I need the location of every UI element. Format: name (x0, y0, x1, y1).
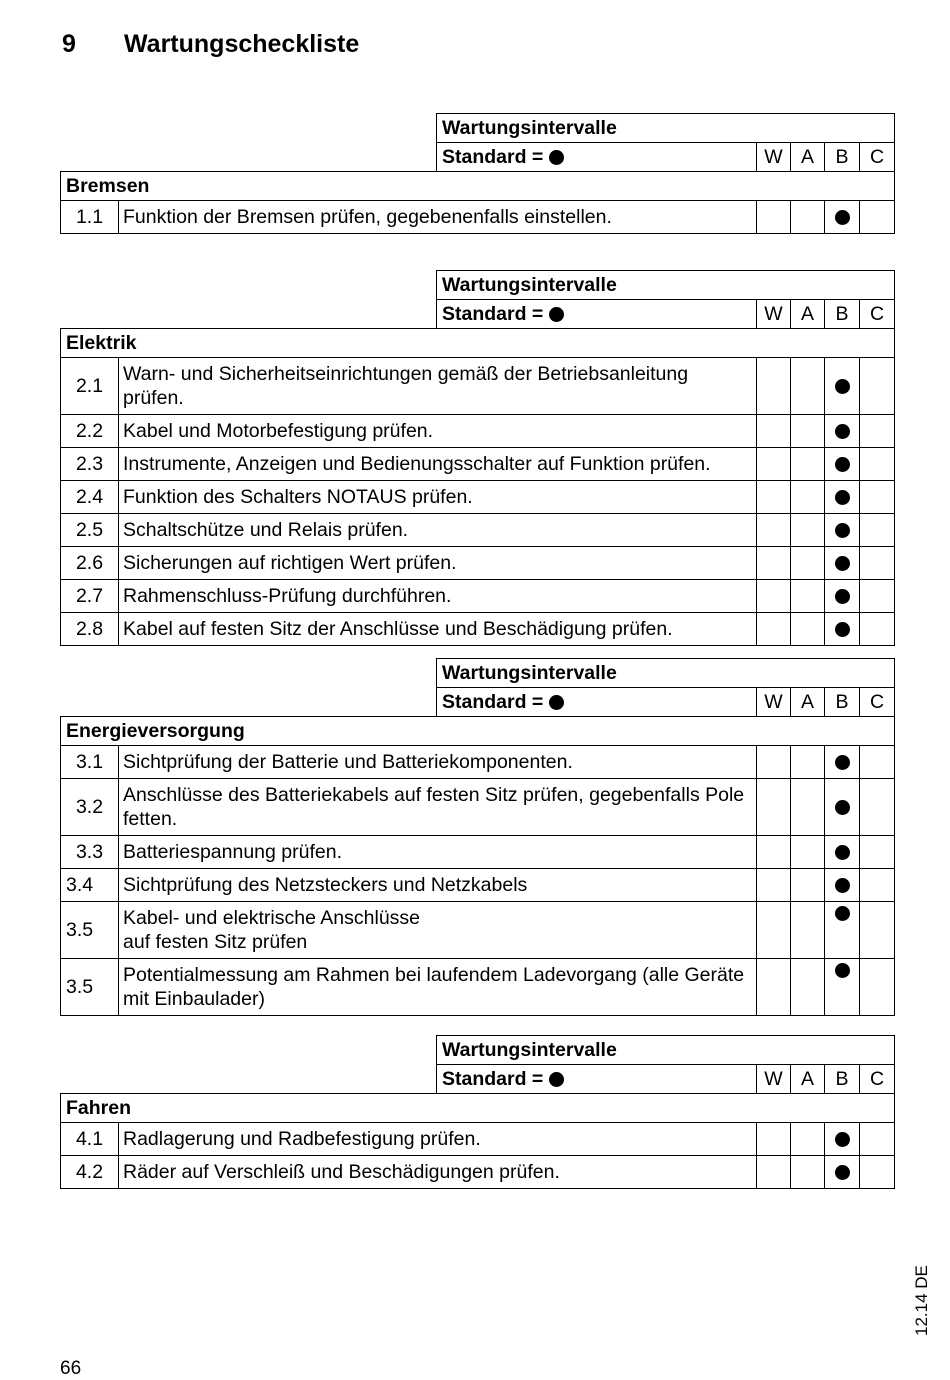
bullet-dot-icon (835, 556, 850, 571)
cell-c (860, 746, 895, 779)
cell-b (825, 358, 860, 415)
bullet-dot-icon (835, 210, 850, 225)
checklist-block-fahren (60, 1035, 894, 1189)
cell-b (825, 514, 860, 547)
column-c: C (860, 143, 895, 172)
cell-b (825, 415, 860, 448)
item-text: Räder auf Verschleiß und Beschädigungen prüfen. (119, 1156, 757, 1189)
cell-c (860, 902, 895, 959)
cell-w (757, 613, 791, 646)
cell-a (791, 1123, 825, 1156)
item-number: 3.1 (61, 746, 119, 779)
cell-c (860, 959, 895, 1016)
cell-w (757, 448, 791, 481)
item-text: Instrumente, Anzeigen und Bedienungsschalter auf Funktion prüfen. (119, 448, 757, 481)
cell-w (757, 836, 791, 869)
table-row (61, 448, 895, 481)
column-w: W (757, 688, 791, 717)
cell-w (757, 1156, 791, 1189)
item-text: Sichtprüfung des Netzsteckers und Netzkabels (119, 869, 757, 902)
cell-b (825, 779, 860, 836)
checklist-block-energieversorgung (60, 658, 894, 1016)
table-row (61, 613, 895, 646)
cell-b (825, 547, 860, 580)
intervals-header: Wartungsintervalle (437, 114, 895, 143)
intervals-header: Wartungsintervalle (437, 659, 895, 688)
item-number: 1.1 (61, 201, 119, 234)
cell-b (825, 746, 860, 779)
chapter-title: Wartungscheckliste (124, 30, 360, 58)
column-c: C (860, 300, 895, 329)
cell-w (757, 902, 791, 959)
cell-b (825, 869, 860, 902)
item-number: 2.6 (61, 547, 119, 580)
cell-c (860, 514, 895, 547)
table-row (61, 836, 895, 869)
checklist-table (60, 113, 895, 234)
bullet-dot-icon (549, 695, 564, 710)
cell-c (860, 415, 895, 448)
cell-c (860, 1123, 895, 1156)
column-b: B (825, 143, 860, 172)
cell-c (860, 779, 895, 836)
section-title: Elektrik (61, 329, 895, 358)
bullet-dot-icon (835, 755, 850, 770)
cell-w (757, 779, 791, 836)
item-text: Funktion des Schalters NOTAUS prüfen. (119, 481, 757, 514)
item-number: 3.2 (61, 779, 119, 836)
cell-w (757, 514, 791, 547)
cell-w (757, 481, 791, 514)
item-number: 4.2 (61, 1156, 119, 1189)
bullet-dot-icon (549, 307, 564, 322)
column-a: A (791, 1065, 825, 1094)
bullet-dot-icon (835, 906, 850, 921)
bullet-dot-icon (835, 1132, 850, 1147)
table-row (61, 869, 895, 902)
cell-a (791, 746, 825, 779)
item-text: Warn- und Sicherheitseinrichtungen gemäß der Betriebsanleitung prüfen. (119, 358, 757, 415)
cell-a (791, 514, 825, 547)
item-number: 2.3 (61, 448, 119, 481)
checklist-block-bremsen (60, 113, 894, 234)
cell-b (825, 959, 860, 1016)
bullet-dot-icon (835, 589, 850, 604)
cell-a (791, 613, 825, 646)
bullet-dot-icon (835, 622, 850, 637)
item-text: Potentialmessung am Rahmen bei laufendem Ladevorgang (alle Geräte mit Einbaulader) (119, 959, 757, 1016)
standard-label: Standard = (442, 1068, 549, 1090)
checklist-block-elektrik (60, 270, 894, 646)
cell-a (791, 836, 825, 869)
item-number: 2.4 (61, 481, 119, 514)
table-row (61, 415, 895, 448)
cell-b (825, 481, 860, 514)
item-number: 2.7 (61, 580, 119, 613)
cell-a (791, 201, 825, 234)
cell-a (791, 415, 825, 448)
cell-c (860, 869, 895, 902)
table-row (61, 201, 895, 234)
bullet-dot-icon (835, 800, 850, 815)
cell-b (825, 613, 860, 646)
item-number: 3.5 (61, 959, 119, 1016)
cell-a (791, 358, 825, 415)
table-row (61, 1123, 895, 1156)
cell-c (860, 1156, 895, 1189)
cell-c (860, 836, 895, 869)
cell-w (757, 959, 791, 1016)
column-c: C (860, 688, 895, 717)
standard-legend (437, 688, 757, 717)
cell-c (860, 358, 895, 415)
cell-a (791, 1156, 825, 1189)
item-number: 2.5 (61, 514, 119, 547)
table-row (61, 514, 895, 547)
cell-b (825, 201, 860, 234)
standard-legend (437, 1065, 757, 1094)
cell-w (757, 358, 791, 415)
chapter-number: 9 (62, 30, 76, 58)
standard-label: Standard = (442, 691, 549, 713)
bullet-dot-icon (835, 379, 850, 394)
page-heading (62, 30, 359, 59)
cell-a (791, 481, 825, 514)
cell-c (860, 580, 895, 613)
item-text: Funktion der Bremsen prüfen, gegebenenfalls einstellen. (119, 201, 757, 234)
checklist-table (60, 1035, 895, 1189)
item-number: 4.1 (61, 1123, 119, 1156)
column-w: W (757, 143, 791, 172)
cell-a (791, 779, 825, 836)
item-text: Rahmenschluss-Prüfung durchführen. (119, 580, 757, 613)
cell-a (791, 959, 825, 1016)
standard-label: Standard = (442, 303, 549, 325)
standard-label: Standard = (442, 146, 549, 168)
cell-b (825, 448, 860, 481)
cell-c (860, 613, 895, 646)
page-number: 66 (60, 1358, 82, 1379)
table-row (61, 779, 895, 836)
bullet-dot-icon (549, 150, 564, 165)
column-b: B (825, 1065, 860, 1094)
table-row (61, 547, 895, 580)
cell-w (757, 746, 791, 779)
section-title: Bremsen (61, 172, 895, 201)
cell-b (825, 902, 860, 959)
item-number: 3.5 (61, 902, 119, 959)
document-code: 12.14 DE (912, 1265, 931, 1336)
item-number: 2.1 (61, 358, 119, 415)
cell-w (757, 580, 791, 613)
bullet-dot-icon (835, 845, 850, 860)
column-a: A (791, 300, 825, 329)
intervals-header: Wartungsintervalle (437, 1036, 895, 1065)
cell-w (757, 547, 791, 580)
cell-b (825, 836, 860, 869)
table-row (61, 959, 895, 1016)
column-w: W (757, 300, 791, 329)
item-text: Kabel auf festen Sitz der Anschlüsse und Beschädigung prüfen. (119, 613, 757, 646)
cell-c (860, 547, 895, 580)
item-text: Radlagerung und Radbefestigung prüfen. (119, 1123, 757, 1156)
cell-a (791, 580, 825, 613)
cell-a (791, 448, 825, 481)
column-c: C (860, 1065, 895, 1094)
cell-c (860, 448, 895, 481)
cell-a (791, 547, 825, 580)
table-row (61, 358, 895, 415)
cell-w (757, 1123, 791, 1156)
table-row (61, 902, 895, 959)
item-text: Sichtprüfung der Batterie und Batteriekomponenten. (119, 746, 757, 779)
cell-w (757, 201, 791, 234)
cell-a (791, 869, 825, 902)
bullet-dot-icon (835, 424, 850, 439)
checklist-table (60, 658, 895, 1016)
bullet-dot-icon (835, 878, 850, 893)
item-text: Batteriespannung prüfen. (119, 836, 757, 869)
cell-b (825, 1123, 860, 1156)
bullet-dot-icon (835, 490, 850, 505)
section-title: Energieversorgung (61, 717, 895, 746)
cell-c (860, 481, 895, 514)
item-number: 3.4 (61, 869, 119, 902)
standard-legend (437, 300, 757, 329)
section-title: Fahren (61, 1094, 895, 1123)
table-row (61, 1156, 895, 1189)
checklist-table (60, 270, 895, 646)
bullet-dot-icon (835, 1165, 850, 1180)
item-text: Schaltschütze und Relais prüfen. (119, 514, 757, 547)
cell-a (791, 902, 825, 959)
column-a: A (791, 688, 825, 717)
column-w: W (757, 1065, 791, 1094)
item-text: Kabel- und elektrische Anschlüsse auf festen Sitz prüfen (119, 902, 757, 959)
cell-w (757, 415, 791, 448)
item-number: 3.3 (61, 836, 119, 869)
item-number: 2.8 (61, 613, 119, 646)
item-number: 2.2 (61, 415, 119, 448)
intervals-header: Wartungsintervalle (437, 271, 895, 300)
column-b: B (825, 688, 860, 717)
column-b: B (825, 300, 860, 329)
cell-c (860, 201, 895, 234)
bullet-dot-icon (835, 457, 850, 472)
bullet-dot-icon (835, 523, 850, 538)
table-row (61, 746, 895, 779)
bullet-dot-icon (549, 1072, 564, 1087)
item-text: Kabel und Motorbefestigung prüfen. (119, 415, 757, 448)
table-row (61, 481, 895, 514)
standard-legend (437, 143, 757, 172)
cell-b (825, 1156, 860, 1189)
column-a: A (791, 143, 825, 172)
bullet-dot-icon (835, 963, 850, 978)
item-text: Anschlüsse des Batteriekabels auf festen Sitz prüfen, gegebenfalls Pole fetten. (119, 779, 757, 836)
item-text: Sicherungen auf richtigen Wert prüfen. (119, 547, 757, 580)
cell-b (825, 580, 860, 613)
cell-w (757, 869, 791, 902)
table-row (61, 580, 895, 613)
